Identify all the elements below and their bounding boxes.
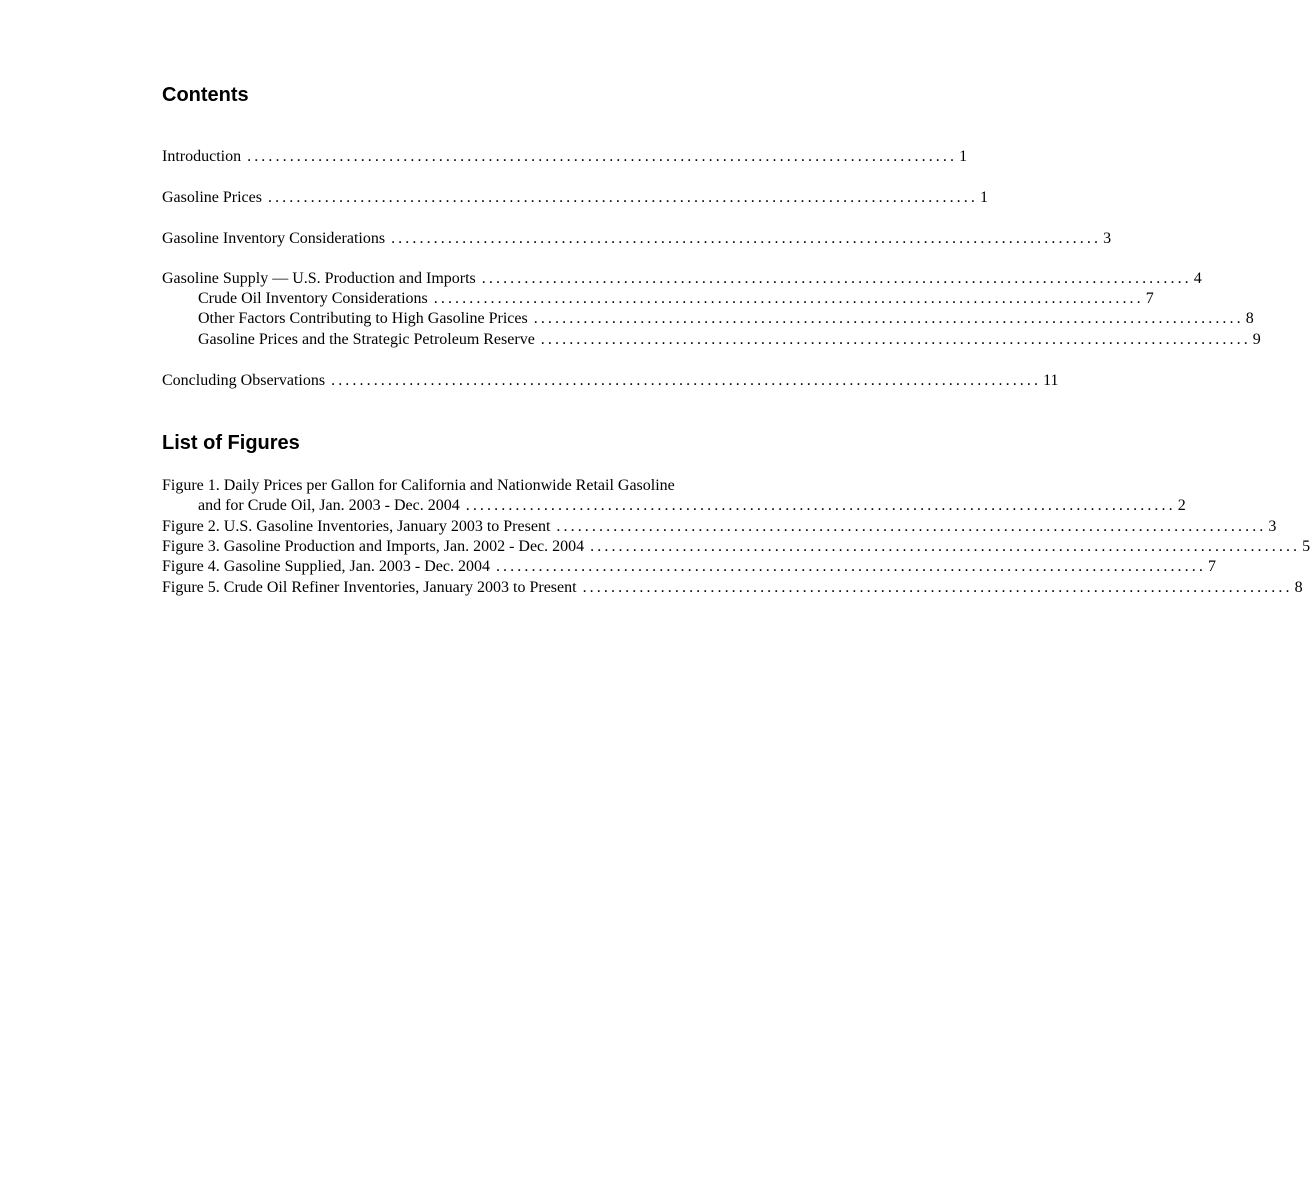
- dot-leader: ....................................................................................................: [433, 290, 1144, 307]
- dot-leader: ....................................................................................................: [540, 331, 1251, 348]
- toc-entry-title: Gasoline Inventory Considerations: [162, 230, 386, 247]
- figure-1-title-line1[interactable]: Figure 1. Daily Prices per Gallon for California and Nationwide Retail Gasoline: [162, 477, 675, 494]
- dot-leader: ....................................................................................................: [267, 189, 978, 206]
- toc-entry-title: Gasoline Prices: [162, 189, 262, 206]
- dot-leader: ....................................................................................................: [391, 230, 1102, 247]
- toc-page-number: 1: [979, 189, 988, 206]
- figure-entry-3[interactable]: [162, 537, 1310, 557]
- toc-page-number: 9: [1252, 331, 1261, 348]
- toc-entry-gasoline-inventory[interactable]: [162, 229, 1112, 249]
- toc-entry-strategic-petroleum-reserve[interactable]: [198, 330, 1261, 350]
- figure-entry-title: Figure 4. Gasoline Supplied, Jan. 2003 - Dec. 2004: [162, 558, 490, 575]
- figure-entry-1[interactable]: [198, 496, 1186, 516]
- figure-entry-4[interactable]: [162, 557, 1216, 577]
- toc-entry-title: Gasoline Prices and the Strategic Petroleum Reserve: [198, 331, 535, 348]
- figure-entry-5[interactable]: [162, 578, 1303, 598]
- toc-entry-concluding-observations[interactable]: [162, 371, 1059, 391]
- figure-page-number: 3: [1268, 518, 1277, 535]
- dot-leader: ....................................................................................................: [331, 372, 1042, 389]
- dot-leader: ....................................................................................................: [465, 497, 1176, 514]
- dot-leader: ....................................................................................................: [533, 310, 1244, 327]
- list-of-figures-heading: List of Figures: [162, 432, 300, 454]
- figure-entry-title: Figure 5. Crude Oil Refiner Inventories, January 2003 to Present: [162, 579, 577, 596]
- toc-page-number: 7: [1145, 290, 1154, 307]
- figure-page-number: 7: [1207, 558, 1216, 575]
- toc-page-number: 8: [1245, 310, 1254, 327]
- toc-entry-gasoline-supply[interactable]: [162, 269, 1202, 289]
- dot-leader: ....................................................................................................: [247, 148, 958, 165]
- toc-entry-title: Other Factors Contributing to High Gasoline Prices: [198, 310, 528, 327]
- toc-entry-gasoline-prices[interactable]: [162, 188, 988, 208]
- toc-page-number: 11: [1043, 372, 1059, 389]
- toc-page-number: 4: [1193, 270, 1202, 287]
- figure-entry-2[interactable]: [162, 517, 1277, 537]
- dot-leader: ....................................................................................................: [481, 270, 1192, 287]
- figure-page-number: 2: [1177, 497, 1186, 514]
- contents-heading: Contents: [162, 84, 249, 106]
- toc-entry-introduction[interactable]: [162, 147, 968, 167]
- figure-page-number: 8: [1294, 579, 1303, 596]
- dot-leader: ....................................................................................................: [556, 518, 1267, 535]
- toc-entry-title: Introduction: [162, 148, 242, 165]
- dot-leader: ....................................................................................................: [582, 579, 1293, 596]
- toc-page-number: 3: [1103, 230, 1112, 247]
- dot-leader: ....................................................................................................: [495, 558, 1206, 575]
- dot-leader: ....................................................................................................: [590, 538, 1301, 555]
- toc-entry-title: Concluding Observations: [162, 372, 326, 389]
- toc-entry-other-factors[interactable]: [198, 309, 1254, 329]
- figure-entry-title: and for Crude Oil, Jan. 2003 - Dec. 2004: [198, 497, 460, 514]
- toc-entry-crude-oil-inventory[interactable]: [198, 289, 1154, 309]
- figure-page-number: 5: [1302, 538, 1310, 555]
- toc-entry-title: Crude Oil Inventory Considerations: [198, 290, 428, 307]
- toc-page-number: 1: [959, 148, 968, 165]
- figure-entry-title: Figure 3. Gasoline Production and Imports, Jan. 2002 - Dec. 2004: [162, 538, 585, 555]
- figure-entry-title: Figure 2. U.S. Gasoline Inventories, January 2003 to Present: [162, 518, 551, 535]
- toc-entry-title: Gasoline Supply — U.S. Production and Imports: [162, 270, 476, 287]
